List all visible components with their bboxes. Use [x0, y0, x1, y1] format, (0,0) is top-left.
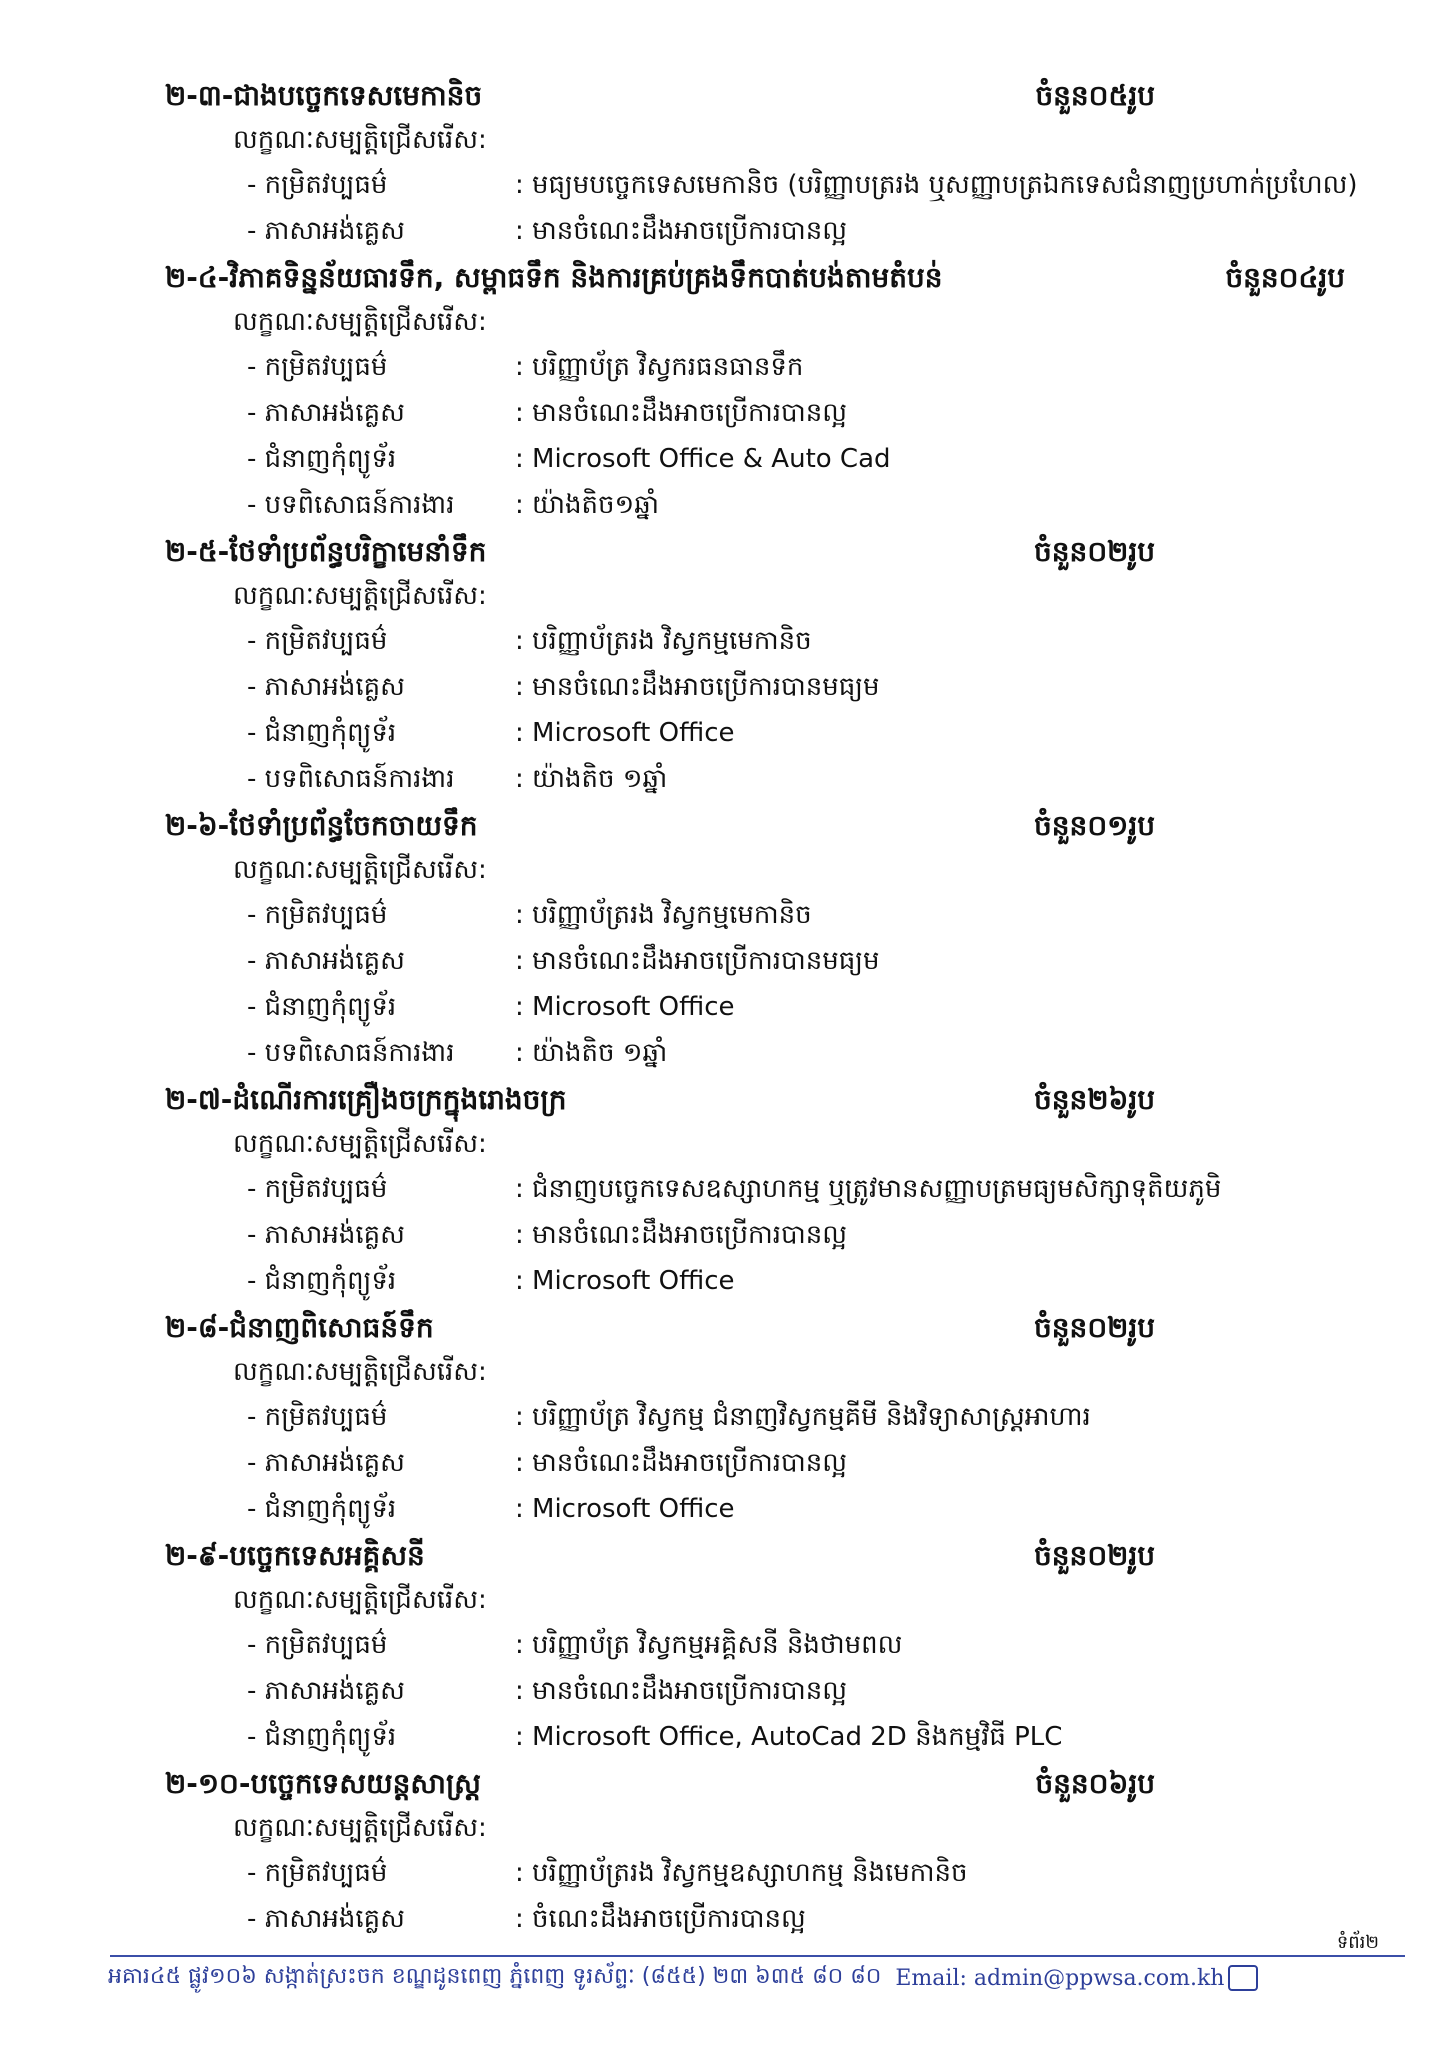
requirement-value: : បរិញ្ញាប័ត្ររង វិស្វកម្មមេកានិច	[515, 900, 812, 930]
footer	[108, 1962, 1408, 1994]
requirement-label: - ជំនាញកុំព្យូទ័រ	[247, 718, 397, 748]
section-title: ២-៣-ជាងបច្ចេកទេសមេកានិច	[165, 79, 483, 112]
requirement-label: - ជំនាញកុំព្យូទ័រ	[247, 992, 397, 1022]
requirement-label: - បទពិសោធន៍ការងារ	[247, 764, 455, 794]
section-count: ចំនួន០៤រូប	[1225, 261, 1345, 294]
requirement-value: : ជំនាញបច្ចេកទេសឧស្សាហកម្ម ឬត្រូវមានសញ្ញាបត្រមធ្យមសិក្សាទុតិយភូមិ	[515, 1174, 1222, 1204]
requirement-value: : មធ្យមបច្ចេកទេសមេកានិច (បរិញ្ញាបត្ររង ឬសញ្ញាបត្រឯកទេសជំនាញប្រហាក់ប្រហែល)	[515, 170, 1358, 200]
requirement-value: : Microsoft Office	[515, 992, 735, 1022]
requirement-value: : បរិញ្ញាប័ត្រ វិស្វកម្មអគ្គិសនី និងថាមពល	[515, 1630, 903, 1660]
document-body	[165, 74, 1358, 1944]
section-title: ២-៧-ដំណើរការគ្រឿងចក្រក្នុងរោងចក្រ	[165, 1083, 567, 1116]
requirement-label: - ជំនាញកុំព្យូទ័រ	[247, 1722, 397, 1752]
requirement-label: - កម្រិតវប្បធម៌	[247, 900, 388, 930]
requirement-row	[165, 208, 1345, 254]
section-count: ចំនួន០២រូប	[1034, 1539, 1155, 1572]
requirement-row	[165, 1212, 1345, 1258]
criteria-label: លក្ខណៈសម្បត្តិជ្រើសរើស:	[233, 307, 487, 337]
requirement-value: : មានចំណេះដឹងអាចប្រើការបានមធ្យម	[515, 946, 880, 976]
requirement-value: : មានចំណេះដឹងអាចប្រើការបានល្អ	[515, 1220, 847, 1250]
requirement-value: : Microsoft Office	[515, 1266, 735, 1296]
requirement-row	[165, 1166, 1345, 1212]
requirement-value: : យ៉ាងតិច១ឆ្នាំ	[515, 490, 659, 520]
requirement-value: : មានចំណេះដឹងអាចប្រើការបានល្អ	[515, 1448, 847, 1478]
section-count: ចំនួន២៦រូប	[1034, 1083, 1155, 1116]
position-section	[165, 1306, 1345, 1532]
footer-address: អគារ៤៥ ផ្លូវ១០៦ សង្កាត់ស្រះចក ខណ្ឌដូនពេញ ភ្នំពេញ ទូរស័ព្ទៈ (៨៥៥) ២៣ ៦៣៥ ៨០ ៨០	[108, 1964, 882, 1989]
requirement-value: : Microsoft Office	[515, 1494, 735, 1524]
requirement-label: - ភាសាអង់គ្លេស	[247, 1904, 405, 1934]
section-count: ចំនួន០៦រូប	[1035, 1767, 1155, 1800]
requirement-value: : មានចំណេះដឹងអាចប្រើការបានល្អ	[515, 216, 847, 246]
requirement-label: - កម្រិតវប្បធម៌	[247, 1402, 388, 1432]
initials-mark-icon	[1228, 1965, 1258, 1991]
requirement-label: - កម្រិតវប្បធម៌	[247, 1174, 388, 1204]
requirement-row	[165, 344, 1345, 390]
criteria-label: លក្ខណៈសម្បត្តិជ្រើសរើស:	[233, 1357, 487, 1387]
position-section	[165, 256, 1345, 528]
position-section	[165, 1762, 1345, 1942]
requirement-row	[165, 1486, 1345, 1532]
requirement-label: - ភាសាអង់គ្លេស	[247, 1220, 405, 1250]
requirement-label: - ភាសាអង់គ្លេស	[247, 672, 405, 702]
requirement-row	[165, 756, 1345, 802]
requirement-label: - កម្រិតវប្បធម៌	[247, 626, 388, 656]
requirement-label: - ភាសាអង់គ្លេស	[247, 216, 405, 246]
requirement-row	[165, 938, 1345, 984]
requirement-value: : យ៉ាងតិច ១ឆ្នាំ	[515, 1038, 668, 1068]
section-title: ២-៩-បច្ចេកទេសអគ្គិសនី	[165, 1539, 425, 1572]
requirement-row	[165, 482, 1345, 528]
section-heading	[165, 530, 1345, 574]
section-count: ចំនួន០១រូប	[1034, 809, 1155, 842]
page-number: ទំព័រ២	[1336, 1932, 1379, 1953]
requirement-label: - ជំនាញកុំព្យូទ័រ	[247, 1266, 397, 1296]
requirement-value: : Microsoft Office	[515, 718, 735, 748]
requirement-label: - កម្រិតវប្បធម៌	[247, 170, 388, 200]
requirement-label: - ជំនាញកុំព្យូទ័រ	[247, 1494, 397, 1524]
requirement-row	[165, 710, 1345, 756]
section-heading	[165, 256, 1345, 300]
section-count: ចំនួន០៥រូប	[1035, 79, 1155, 112]
requirement-label: - ភាសាអង់គ្លេស	[247, 398, 405, 428]
section-heading	[165, 1306, 1345, 1350]
section-heading	[165, 1762, 1345, 1806]
criteria-label: លក្ខណៈសម្បត្តិជ្រើសរើស:	[233, 1129, 487, 1159]
requirement-label: - ជំនាញកុំព្យូទ័រ	[247, 444, 397, 474]
requirement-label: - ភាសាអង់គ្លេស	[247, 1448, 405, 1478]
criteria-label: លក្ខណៈសម្បត្តិជ្រើសរើស:	[233, 1813, 487, 1843]
section-heading	[165, 804, 1345, 848]
section-heading	[165, 1534, 1345, 1578]
requirement-row	[165, 892, 1345, 938]
section-count: ចំនួន០២រូប	[1034, 1311, 1155, 1344]
requirement-value: : បរិញ្ញាប័ត្ររង វិស្វកម្មឧស្សាហកម្ម និងមេកានិច	[515, 1858, 968, 1888]
section-count: ចំនួន០២រូប	[1034, 535, 1155, 568]
criteria-label: លក្ខណៈសម្បត្តិជ្រើសរើស:	[233, 1585, 487, 1615]
footer-divider	[110, 1955, 1405, 1957]
requirement-value: : ចំណេះដឹងអាចប្រើការបានល្អ	[515, 1904, 806, 1934]
requirement-row	[165, 984, 1345, 1030]
position-section	[165, 804, 1345, 1076]
requirement-row	[165, 1440, 1345, 1486]
section-title: ២-៦-ថែទាំប្រព័ន្ធចែកចាយទឹក	[165, 809, 478, 842]
requirement-value: : មានចំណេះដឹងអាចប្រើការបានមធ្យម	[515, 672, 880, 702]
criteria-label: លក្ខណៈសម្បត្តិជ្រើសរើស:	[233, 855, 487, 885]
requirement-row	[165, 1258, 1345, 1304]
requirement-row	[165, 1850, 1345, 1896]
requirement-row	[165, 1714, 1345, 1760]
requirement-row	[165, 1030, 1345, 1076]
requirement-row	[165, 1668, 1345, 1714]
requirement-row	[165, 1394, 1345, 1440]
requirement-label: - បទពិសោធន៍ការងារ	[247, 490, 455, 520]
section-heading	[165, 74, 1345, 118]
requirement-label: - ភាសាអង់គ្លេស	[247, 946, 405, 976]
requirement-row	[165, 436, 1345, 482]
requirement-value: : Microsoft Office, AutoCad 2D និងកម្មវិធី PLC	[515, 1722, 1063, 1752]
position-section	[165, 74, 1358, 254]
requirement-row	[165, 1622, 1345, 1668]
position-section	[165, 530, 1345, 802]
requirement-row	[165, 664, 1345, 710]
requirement-row	[165, 1896, 1345, 1942]
requirement-label: - កម្រិតវប្បធម៌	[247, 352, 388, 382]
section-title: ២-៤-វិភាគទិន្នន័យធារទឹក, សម្ពាធទឹក និងការគ្រប់គ្រងទឹកបាត់បង់តាមតំបន់	[165, 261, 943, 294]
requirement-value: : បរិញ្ញាប័ត្រ វិស្វកម្ម ជំនាញវិស្វកម្មគីមី និងវិទ្យាសាស្ត្រអាហារ	[515, 1402, 1091, 1432]
requirement-row	[165, 618, 1345, 664]
requirement-row	[165, 390, 1345, 436]
section-title: ២-១០-បច្ចេកទេសយន្តសាស្ត្រ	[165, 1767, 481, 1800]
section-title: ២-៥-ថែទាំប្រព័ន្ធបរិក្ខាមេនាំទឹក	[165, 535, 487, 568]
requirement-row	[165, 162, 1358, 208]
requirement-label: - ភាសាអង់គ្លេស	[247, 1676, 405, 1706]
requirement-value: : បរិញ្ញាប័ត្រ វិស្វករធនធានទឹក	[515, 352, 804, 382]
criteria-label: លក្ខណៈសម្បត្តិជ្រើសរើស:	[233, 125, 487, 155]
criteria-label: លក្ខណៈសម្បត្តិជ្រើសរើស:	[233, 581, 487, 611]
position-section	[165, 1078, 1345, 1304]
section-heading	[165, 1078, 1345, 1122]
requirement-value: : មានចំណេះដឹងអាចប្រើការបានល្អ	[515, 1676, 847, 1706]
section-title: ២-៨-ជំនាញពិសោធន៍ទឹក	[165, 1311, 434, 1344]
requirement-value: : យ៉ាងតិច ១ឆ្នាំ	[515, 764, 668, 794]
requirement-value: : Microsoft Office & Auto Cad	[515, 444, 891, 474]
requirement-label: - កម្រិតវប្បធម៌	[247, 1858, 388, 1888]
requirement-label: - បទពិសោធន៍ការងារ	[247, 1038, 455, 1068]
requirement-value: : បរិញ្ញាប័ត្ររង វិស្វកម្មមេកានិច	[515, 626, 812, 656]
requirement-value: : មានចំណេះដឹងអាចប្រើការបានល្អ	[515, 398, 847, 428]
footer-email: Email: admin@ppwsa.com.kh	[895, 1965, 1225, 1991]
position-section	[165, 1534, 1345, 1760]
requirement-label: - កម្រិតវប្បធម៌	[247, 1630, 388, 1660]
